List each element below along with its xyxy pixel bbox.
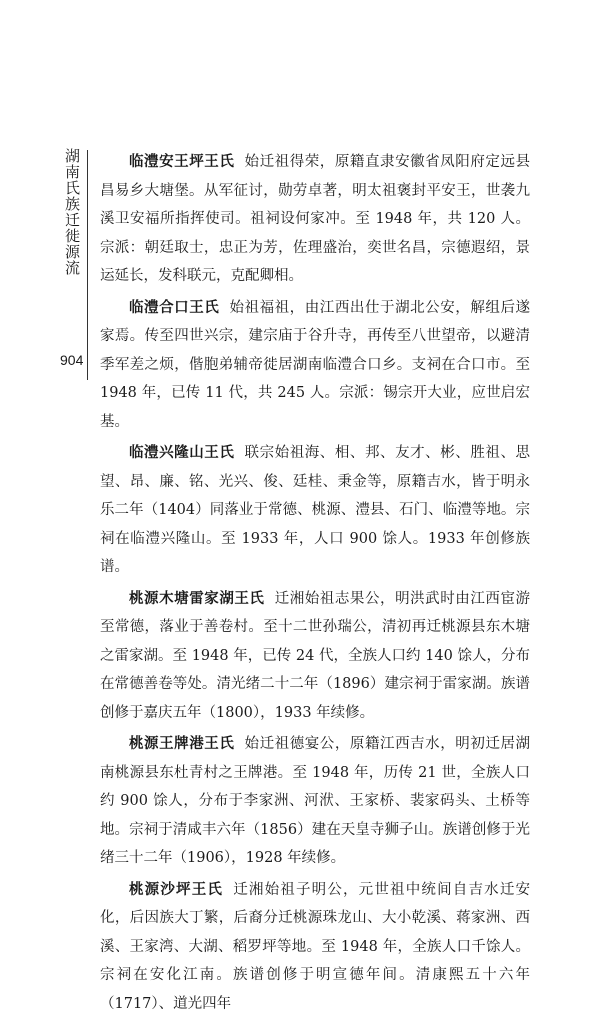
entry-body: 始祖福祖，由江西出仕于湖北公安，解组后遂家焉。传至四世兴宗，建宗庙于谷升寺，再传至八世望帝，以避清季军差之烦，偕胞弟辅帝徙居湖南临澧合口乡。支祠在合口市。至 1948 年，已传 11 代，共 245 人。宗派：锡宗开大业，应世启宏基。	[100, 299, 531, 430]
entry-title: 临澧合口王氏	[129, 299, 220, 316]
page-number: 904	[60, 352, 84, 368]
side-divider-line	[87, 150, 88, 380]
entry-title: 临澧兴隆山王氏	[129, 445, 235, 461]
main-text	[100, 148, 530, 1021]
entry-title: 临澧安王坪王氏	[129, 154, 235, 170]
entry-body: 始迁祖德宴公，原籍江西吉水，明初迁居湖南桃源县东杜青村之王牌港。至 1948 年，历传 21 世，全族人口约 900 馀人，分布于李家洲、河洑、王家桥、裴家码头、土桥等地。宗祠于清咸丰六年（1856）建在天皇寺狮子山。族谱创修于光绪三十二年（1906），1928 年续修。	[100, 736, 531, 866]
entry-paragraph	[100, 585, 530, 728]
entry-paragraph	[100, 876, 530, 1019]
entry-paragraph	[100, 294, 530, 437]
book-title-vertical: 湖南氏族迁徙源流	[63, 148, 81, 276]
entry-paragraph	[100, 730, 530, 873]
entry-body: 始迁祖得荣，原籍直隶安徽省凤阳府定远县昌易乡大塘堡。从军征讨，勋劳卓著，明太祖褒封平安王，世袭九溪卫安福所指挥使司。祖祠设何家冲。至 1948 年，共 120 人。宗派：朝廷取士，忠正为芳，佐理盛治，奕世名昌，宗德遐绍，景运延长，发科联元，克配卿相。	[100, 154, 531, 284]
entry-title: 桃源王牌港王氏	[129, 736, 235, 752]
entry-paragraph	[100, 439, 530, 582]
entry-title: 桃源沙坪王氏	[129, 881, 224, 898]
entry-paragraph	[100, 148, 530, 291]
entry-body: 迁湘始祖志果公，明洪武时由江西宦游至常德，落业于善卷村。至十二世孙瑞公，清初再迁桃源县东木塘之雷家湖。至 1948 年，已传 24 代，全族人口约 140 馀人，分布在常德善卷等处。清光绪二十二年（1896）建宗祠于雷家湖。族谱创修于嘉庆五年（1800），1933 年续修。	[100, 590, 531, 721]
entry-body: 联宗始祖海、相、邦、友才、彬、胜祖、思望、昂、廉、铭、光兴、俊、廷桂、秉金等，原籍吉水，皆于明永乐二年（1404）同落业于常德、桃源、澧县、石门、临澧等地。宗祠在临澧兴隆山。至 1933 年，人口 900 馀人。1933 年创修族谱。	[100, 445, 531, 575]
entry-title: 桃源木塘雷家湖王氏	[129, 590, 265, 607]
entry-body: 迁湘始祖子明公，元世祖中统间自吉水迁安化，后因族大丁繁，后裔分迁桃源珠龙山、大小乾溪、蒋家洲、西溪、王家湾、大湖、稻罗坪等地。至 1948 年，全族人口千馀人。宗祠在安化江南。族谱创修于明宣德年间。清康熙五十六年（1717）、道光四年	[100, 881, 531, 1012]
